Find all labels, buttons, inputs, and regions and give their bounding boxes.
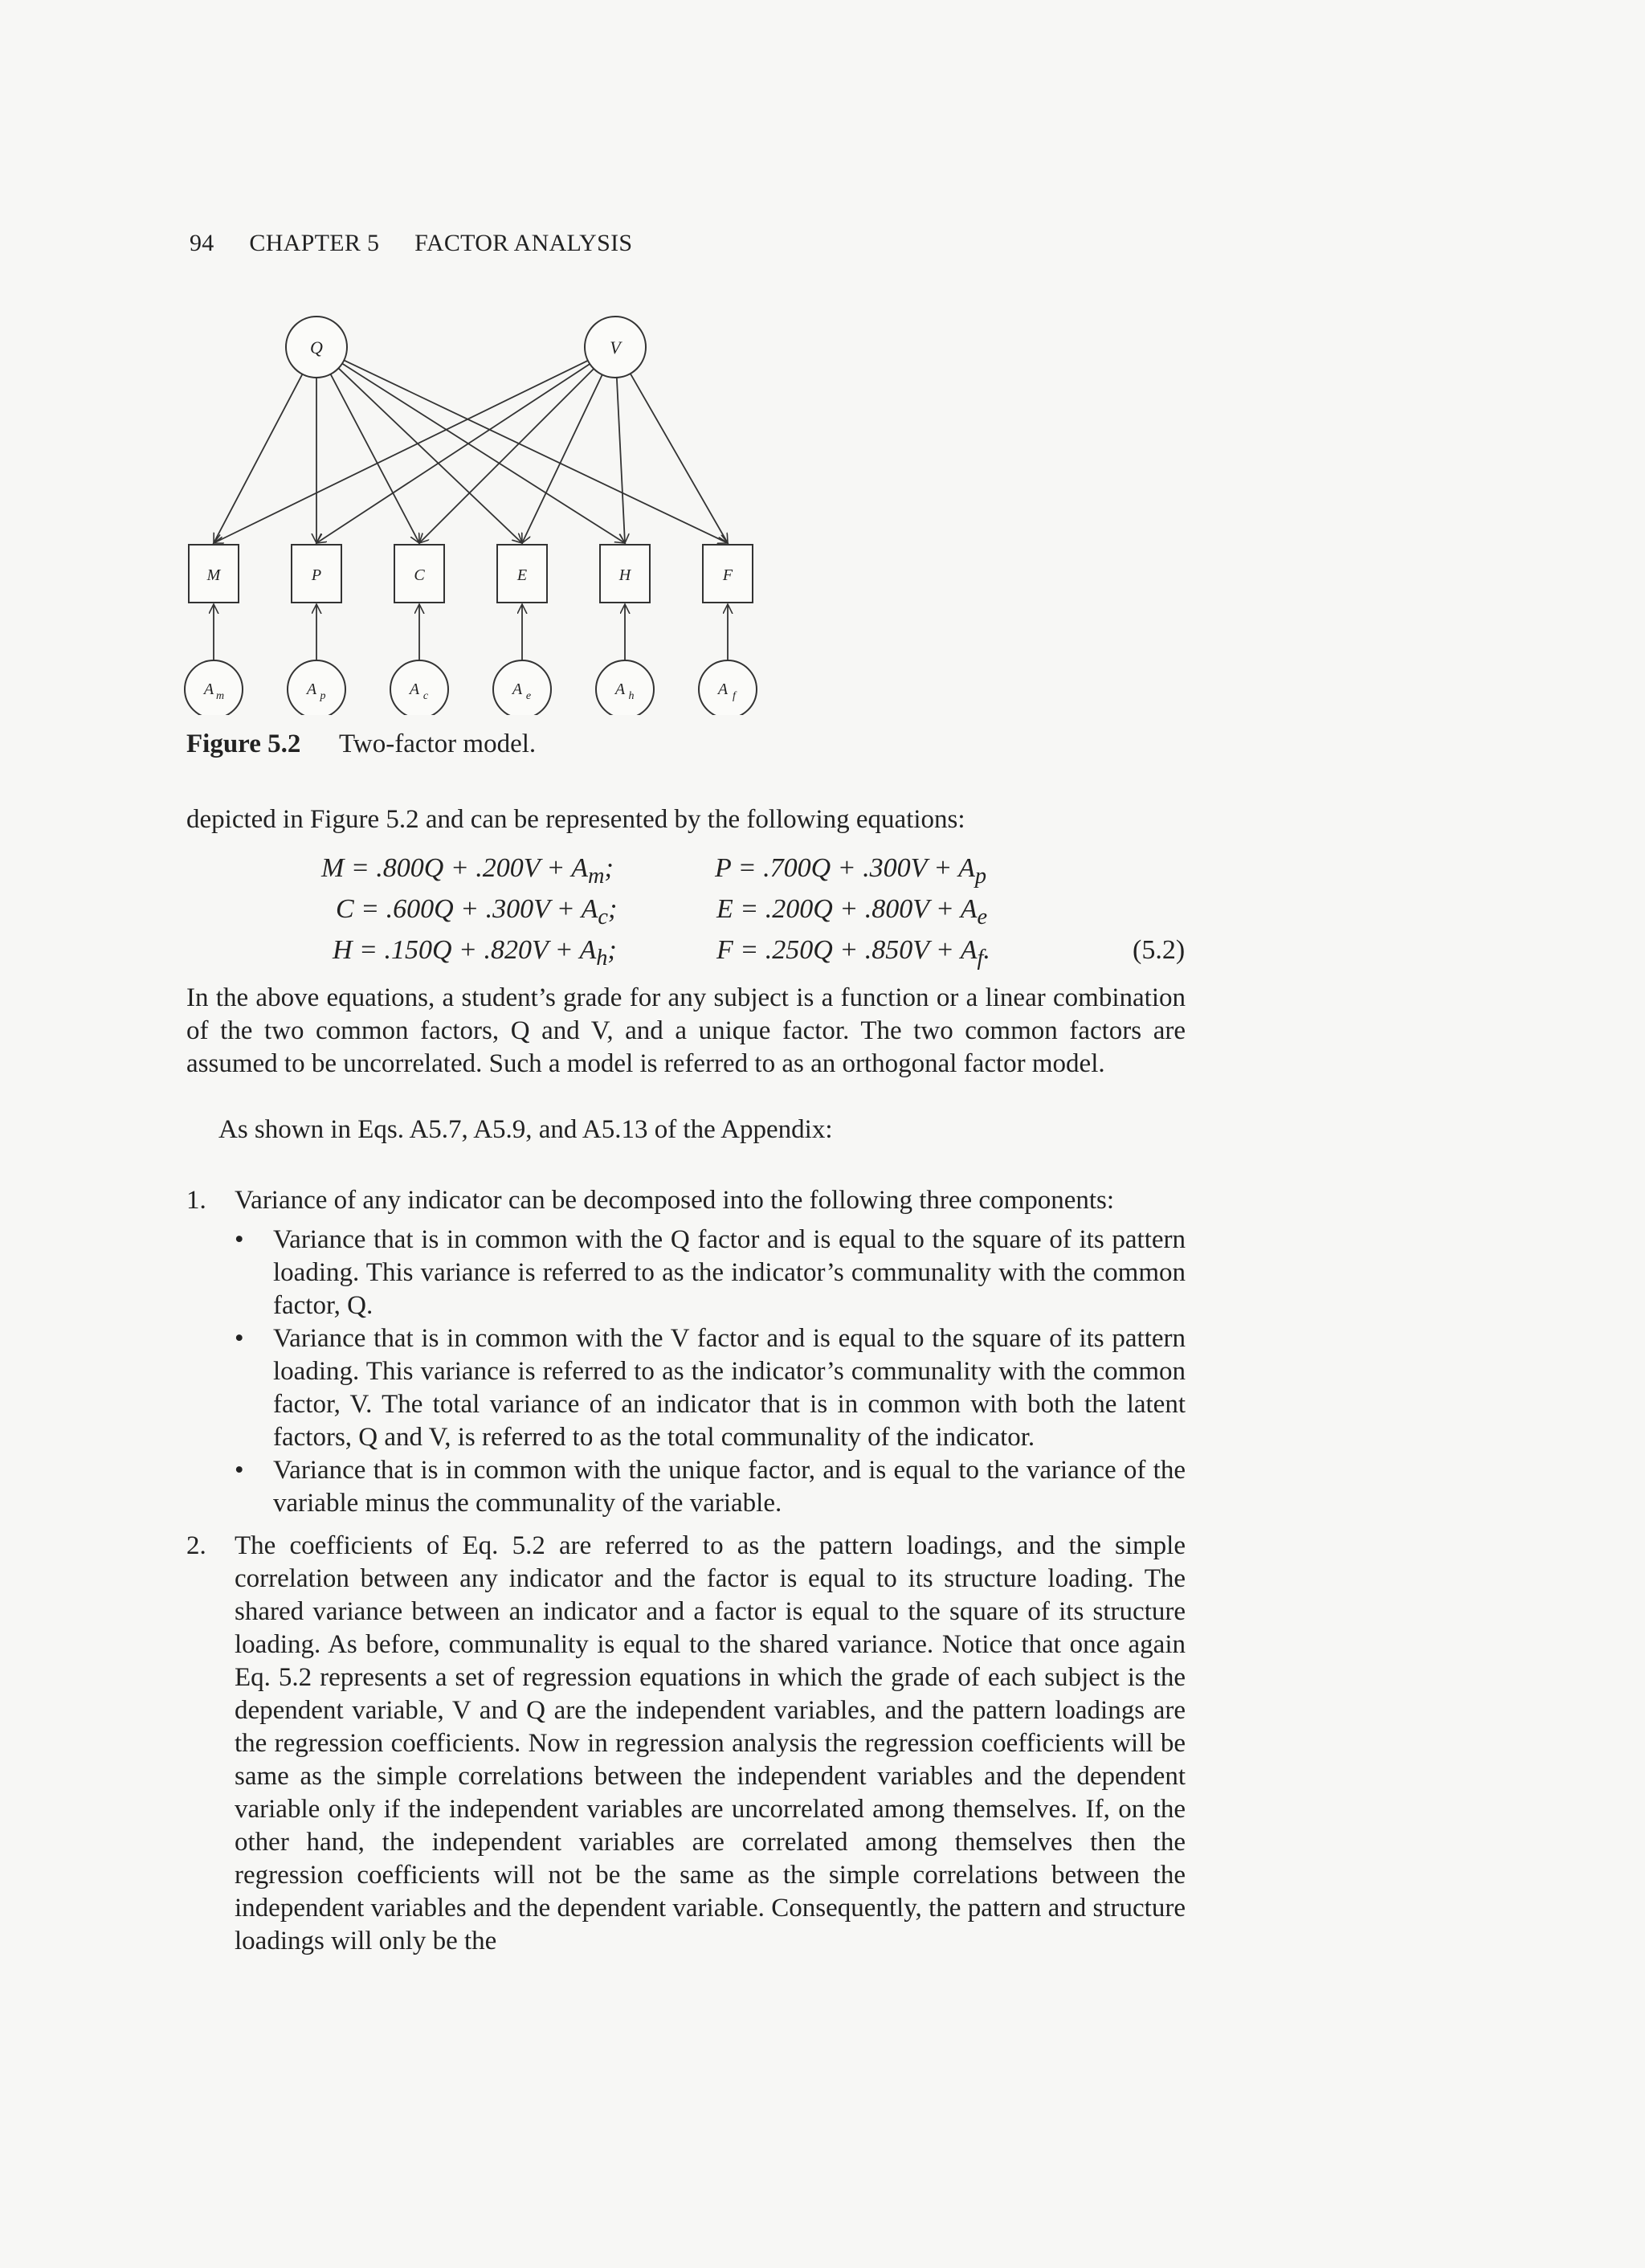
loading-arrow-v-f — [631, 374, 728, 543]
indicator-node-h — [600, 545, 650, 603]
numbered-list — [186, 1184, 1186, 1964]
svg-text:Q: Q — [310, 337, 323, 358]
svg-text:C: C — [414, 566, 425, 584]
list-item-1 — [186, 1184, 1186, 1217]
equation-p: $P = .700Q + .300V + A_p$ — [715, 853, 987, 889]
svg-text:M: M — [206, 566, 221, 584]
unique-factor-node-e — [493, 660, 551, 715]
list-item-2 — [186, 1530, 1186, 1958]
unique-factor-node-c — [390, 660, 448, 715]
two-factor-model-diagram — [182, 297, 792, 715]
bullet-text: Variance that is in common with the V factor and is equal to the square of its pattern loading. This variance is referred to as the indicator’s communality with the common factor, V. The total variance of an indicator that is in common with both the latent factors, Q and V, is referred to as the total communality of the indicator. — [273, 1324, 1186, 1452]
svg-text:A: A — [614, 680, 626, 698]
svg-text:H: H — [618, 566, 631, 584]
equation-c: $C = .600Q + .300V + A_c$; — [336, 894, 618, 930]
svg-text:m: m — [215, 690, 225, 702]
svg-text:V: V — [610, 337, 621, 358]
chapter-title: FACTOR ANALYSIS — [414, 230, 633, 256]
svg-text:E: E — [516, 566, 528, 584]
unique-factor-node-h — [596, 660, 654, 715]
paragraph-appendix-reference: As shown in Eqs. A5.7, A5.9, and A5.13 of the Appendix: — [218, 1115, 833, 1144]
running-head — [190, 230, 661, 257]
loading-arrow-q-m — [214, 374, 302, 543]
chapter-label: CHAPTER 5 — [249, 230, 380, 256]
svg-text:f: f — [733, 690, 736, 702]
equation-m: $M = .800Q + .200V + A_m$; — [321, 853, 614, 889]
factor-node-v — [585, 317, 646, 378]
indicator-node-f — [703, 545, 753, 603]
bullet-icon: • — [235, 1456, 244, 1485]
svg-text:h: h — [628, 690, 635, 702]
equation-e: $E = .200Q + .800V + A_e$ — [716, 894, 988, 930]
svg-text:A: A — [409, 680, 420, 698]
factor-node-q — [286, 317, 347, 378]
unique-factor-node-f — [699, 660, 757, 715]
svg-text:c: c — [422, 690, 429, 702]
list-item-text: Variance of any indicator can be decomposed into the following three components: — [235, 1186, 1115, 1215]
bullet-text: Variance that is in common with the unique factor, and is equal to the variance of the variable minus the communality of the variable. — [273, 1456, 1186, 1518]
indicator-node-c — [394, 545, 444, 603]
unique-factor-node-p — [288, 660, 345, 715]
loading-arrow-q-e — [338, 368, 522, 543]
list-number: 1. — [186, 1186, 206, 1215]
svg-text:A: A — [512, 680, 523, 698]
bullet-item — [186, 1224, 1186, 1322]
indicator-node-m — [189, 545, 239, 603]
list-number: 2. — [186, 1531, 206, 1560]
paragraph-equations-explanation: In the above equations, a student’s grade for any subject is a function or a linear combination of the two common factors, Q and V, and a unique factor. The two common factors are assumed to be uncorrelated. Such a model is referred to as an orthogonal factor model. — [186, 983, 1186, 1078]
loading-arrow-q-c — [331, 374, 419, 543]
loading-arrow-q-h — [342, 363, 625, 543]
figure-caption-text: Two-factor model. — [339, 729, 537, 758]
loading-arrow-v-c — [419, 369, 594, 543]
bullet-item — [186, 1322, 1186, 1454]
page-number: 94 — [190, 230, 214, 256]
svg-text:A: A — [717, 680, 729, 698]
loading-arrow-v-p — [316, 364, 590, 543]
bullet-icon: • — [235, 1225, 244, 1254]
svg-text:A: A — [203, 680, 214, 698]
equation-h: $H = .150Q + .820V + A_h$; — [333, 935, 617, 971]
bullet-item — [186, 1454, 1186, 1520]
bullet-text: Variance that is in common with the Q factor and is equal to the square of its pattern loading. This variance is referred to as the indicator’s communality with the common factor, Q. — [273, 1225, 1186, 1320]
list-item-text: The coefficients of Eq. 5.2 are referred to as the pattern loadings, and the simple correlation between any indicator and the factor is equal to its structure loading. The shared variance between an indicator and a factor is equal to the square of its structure loading. As before, communality is equal to the shared variance. Notice that once again Eq. 5.2 represents a set of regression equations in which the grade of each subject is the dependent variable, V and Q are the independent variables, and the pattern loadings are the regression coefficients. Now in regression analysis the regression coefficients will be same as the simple correlations between the independent variables and the dependent variable only if the independent variables are uncorrelated among themselves. If, on the other hand, the independent variables are correlated among themselves then the regression coefficients will not be the same as the simple correlations between the independent variables and the dependent variable. Consequently, the pattern and structure loadings will only be the — [235, 1531, 1186, 1955]
equation-f: $F = .250Q + .850V + A_f$. — [716, 935, 990, 971]
indicator-node-e — [497, 545, 547, 603]
figure-label: Figure 5.2 — [186, 729, 301, 758]
loading-arrow-v-h — [617, 378, 625, 543]
equation-number: (5.2) — [1133, 935, 1186, 965]
svg-text:A: A — [306, 680, 317, 698]
svg-text:p: p — [320, 690, 326, 702]
bullet-icon: • — [235, 1324, 244, 1353]
figure-caption — [186, 729, 536, 759]
unique-factor-node-m — [185, 660, 243, 715]
svg-text:P: P — [311, 566, 322, 584]
equation-block — [321, 853, 1189, 974]
intro-text: depicted in Figure 5.2 and can be represented by the following equations: — [186, 805, 965, 834]
indicator-node-p — [292, 545, 341, 603]
svg-text:F: F — [722, 566, 733, 584]
svg-text:e: e — [525, 690, 532, 702]
